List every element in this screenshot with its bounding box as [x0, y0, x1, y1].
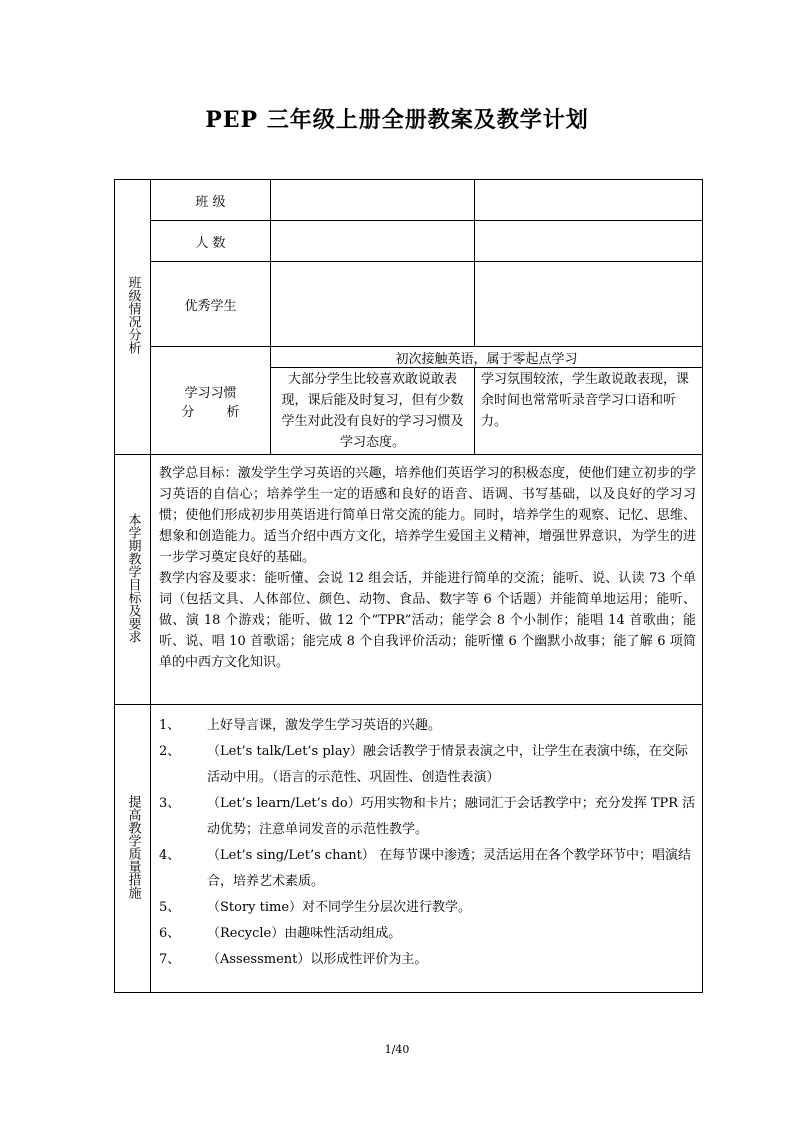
- list-item: 2、 （Let’s talk/Let’s play）融会话教学于情景表演之中，让学生在表演中练，在交际活动中用。（语言的示范性、巩固性、创造性表演）: [159, 744, 688, 785]
- goals-content: [151, 455, 703, 705]
- page-number: 1/40: [384, 1043, 410, 1056]
- headcount-value-cell-2: [475, 221, 703, 262]
- row-label-study-habits: 学习习惯 分 析: [151, 347, 271, 455]
- list-item: 4、 （Let’s sing/Let’s chant） 在每节课中渗透；灵活运用在各个教学环节中；唱演结合，培养艺术素质。: [159, 848, 692, 889]
- row-label-class: 班 级: [151, 180, 271, 221]
- class-value-cell-2: [475, 180, 703, 221]
- section-label-goals: 本学期教学目标及要求: [115, 455, 151, 705]
- class-value-cell-1: [271, 180, 475, 221]
- measures-content: [151, 705, 703, 993]
- goals-overall: 教学总目标：激发学生学习英语的兴趣，培养他们英语学习的积极态度，使他们建立初步的学习英语的自信心；培养学生一定的语感和良好的语音、语调、书写基础，以及良好的学习习惯；使他们形成初步用英语进行简单日常交流的能力。同时，培养学生的观察、记忆、思维、想象和创造能力。适当介绍中西方文化，培养学生爱国主义精神，增强世界意识，为学生的进一步学习奠定良好的基础。: [159, 466, 696, 565]
- plan-table: [114, 179, 703, 993]
- headcount-value-cell-1: [271, 221, 475, 262]
- list-item: 6、 （Recycle）由趣味性活动组成。: [159, 926, 402, 941]
- list-item: 7、 （Assessment）以形成性评价为主。: [159, 952, 428, 967]
- list-item: 5、 （Story time）对不同学生分层次进行教学。: [159, 900, 472, 915]
- top-students-value-cell-2: [475, 262, 703, 347]
- list-item: 3、 （Let’s learn/Let’s do）巧用实物和卡片；融词汇于会话教学中；充分发挥 TPR 活动优势；注意单词发音的示范性教学。: [159, 796, 696, 837]
- habits-summary: 初次接触英语，属于零起点学习: [271, 347, 703, 368]
- list-item: 1、 上好导言课，激发学生学习英语的兴趣。: [159, 718, 442, 733]
- top-students-value-cell-1: [271, 262, 475, 347]
- section-label-class-analysis: 班级情况分析: [115, 180, 151, 455]
- goals-content-requirements: 教学内容及要求：能听懂、会说 12 组会话，并能进行简单的交流；能听、说、认读 73 个单词（包括文具、人体部位、颜色、动物、食品、数字等 6 个话题）并能简单地运用；能听、做、演 18 个游戏；能听、做 12 个“TPR”活动；能学会 8 个小制作；能唱 14 首歌曲；能听、说、唱 10 首歌谣；能完成 8 个自我评价活动；能听懂 6 个幽默小故事；能了解 6 项简单的中西方文化知识。: [159, 571, 696, 670]
- habits-analysis-left: 大部分学生比较喜欢敢说敢表现，课后能及时复习，但有少数学生对此没有良好的学习习惯及学习态度。: [271, 368, 475, 455]
- habits-analysis-right: 学习氛围较浓，学生敢说敢表现，课余时间也常常听录音学习口语和听力。: [475, 368, 703, 455]
- page-title: PEP 三年级上册全册教案及教学计划: [205, 107, 589, 133]
- section-label-measures: 提高教学质量措施: [115, 705, 151, 993]
- row-label-top-students: 优秀学生: [151, 262, 271, 347]
- row-label-headcount: 人 数: [151, 221, 271, 262]
